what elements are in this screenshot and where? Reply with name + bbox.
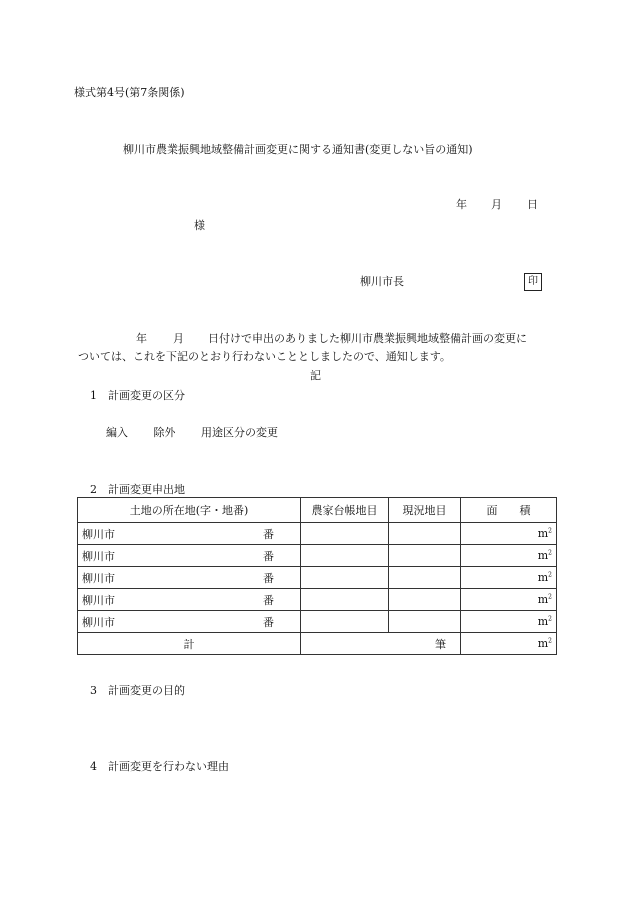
ban-label: 番 — [263, 615, 274, 629]
registry-category-cell — [301, 567, 389, 589]
area-cell — [461, 589, 557, 611]
ban-label: 番 — [263, 527, 274, 541]
area-cell — [461, 545, 557, 567]
registry-category-cell — [301, 523, 389, 545]
city-label: 柳川市 — [82, 571, 115, 585]
table-row — [78, 611, 557, 633]
current-category-cell — [389, 589, 461, 611]
current-category-cell — [389, 567, 461, 589]
table-row — [78, 523, 557, 545]
option-jogai: 除外 — [153, 426, 176, 439]
area-cell — [461, 567, 557, 589]
table-total-row — [78, 633, 557, 655]
area-cell — [461, 523, 557, 545]
ki-heading: 記 — [310, 369, 321, 382]
area-unit: m — [537, 615, 549, 628]
section-2-heading: 2 計画変更申出地 — [90, 483, 185, 496]
section-3-heading: 3 計画変更の目的 — [90, 684, 185, 697]
current-category-cell — [389, 545, 461, 567]
body-month-label: 月 — [173, 332, 184, 345]
area-unit-sup: 2 — [548, 571, 552, 579]
body-text-line-1: 日付けで申出のありました柳川市農業振興地域整備計画の変更に — [208, 332, 527, 345]
registry-category-cell — [301, 545, 389, 567]
land-table — [77, 497, 557, 655]
addressee-suffix: 様 — [194, 219, 205, 232]
date-day-label: 日 — [527, 198, 538, 211]
ban-label: 番 — [263, 549, 274, 563]
option-youto-kubun: 用途区分の変更 — [201, 426, 278, 439]
column-header-current-category: 現況地目 — [389, 498, 461, 523]
area-unit-sup: 2 — [548, 549, 552, 557]
total-label: 計 — [78, 633, 301, 655]
registry-category-cell — [301, 611, 389, 633]
section-4-heading: 4 計画変更を行わない理由 — [90, 760, 229, 773]
document-title: 柳川市農業振興地域整備計画変更に関する通知書(変更しない旨の通知) — [123, 143, 473, 156]
option-hennyu: 編入 — [106, 426, 128, 439]
city-label: 柳川市 — [82, 593, 115, 607]
ban-label: 番 — [263, 571, 274, 585]
sender-name: 柳川市長 — [360, 275, 404, 288]
area-unit: m — [537, 549, 549, 562]
table-header-row — [78, 498, 557, 523]
ban-label: 番 — [263, 593, 274, 607]
table-row — [78, 545, 557, 567]
current-category-cell — [389, 523, 461, 545]
table-row — [78, 567, 557, 589]
area-unit-sup: 2 — [548, 527, 552, 535]
area-unit: m — [537, 527, 549, 540]
city-label: 柳川市 — [82, 549, 115, 563]
current-category-cell — [389, 611, 461, 633]
table-row — [78, 589, 557, 611]
area-unit-sup: 2 — [548, 615, 552, 623]
area-unit: m — [537, 571, 549, 584]
change-type-options — [106, 426, 300, 440]
column-header-location: 土地の所在地(字・地番) — [78, 498, 301, 523]
seal-mark: 印 — [524, 273, 542, 291]
column-header-area: 面 積 — [461, 498, 557, 523]
date-year-label: 年 — [456, 198, 467, 211]
total-area-cell — [461, 633, 557, 655]
city-label: 柳川市 — [82, 527, 115, 541]
date-month-label: 月 — [491, 198, 502, 211]
area-unit-sup: 2 — [548, 637, 552, 645]
area-unit-sup: 2 — [548, 593, 552, 601]
body-text-line-2: ついては、これを下記のとおり行わないこととしましたので、通知します。 — [78, 350, 451, 363]
form-number: 様式第4号(第7条関係) — [74, 86, 185, 99]
body-year-label: 年 — [136, 332, 147, 345]
column-header-registry-category: 農家台帳地目 — [301, 498, 389, 523]
section-1-heading: 1 計画変更の区分 — [90, 389, 185, 402]
registry-category-cell — [301, 589, 389, 611]
area-cell — [461, 611, 557, 633]
parcel-count-label: 筆 — [301, 633, 461, 655]
area-unit: m — [537, 637, 549, 650]
area-unit: m — [537, 593, 549, 606]
city-label: 柳川市 — [82, 615, 115, 629]
